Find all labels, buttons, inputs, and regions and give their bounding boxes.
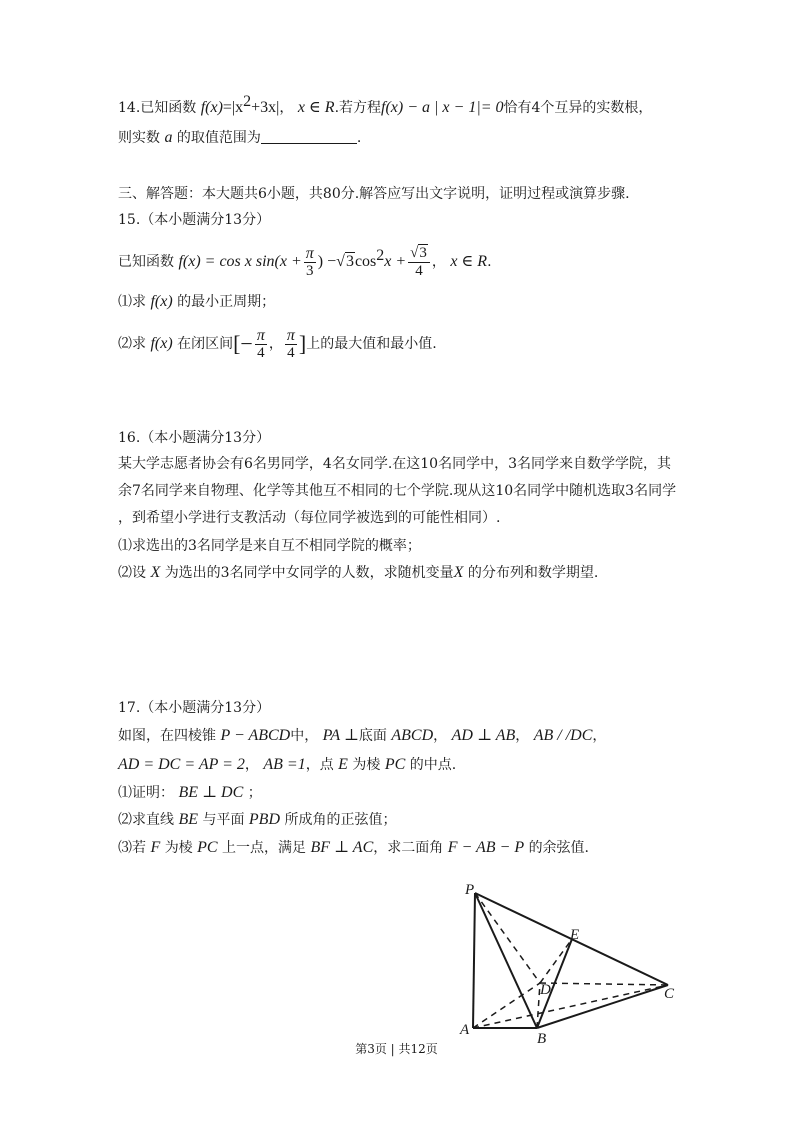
- q17-l1m4: AD ⊥ AB: [451, 727, 516, 744]
- q15-fdef: f(x) = cos x sin(x +: [178, 253, 302, 270]
- q17-p3c: 上一点，满足: [222, 840, 307, 856]
- label-P: P: [465, 882, 475, 898]
- q17-p3e: 的余弦值.: [528, 840, 590, 856]
- q17-l2m3: E: [338, 756, 348, 773]
- q17-p2m2: PBD: [248, 811, 281, 828]
- label-B: B: [537, 1031, 547, 1047]
- q17-p1b: ；: [247, 785, 262, 801]
- q17-l1e: ，: [515, 728, 530, 744]
- q15-header: 15.（本小题满分13分）: [118, 212, 271, 228]
- q15-domain: x ∈ R: [450, 253, 488, 270]
- q15-sqrt3-val: 3: [345, 253, 354, 270]
- q17-p2m1: BE: [178, 811, 198, 828]
- q16-part1: ⑴求选出的3名同学是来自互不相同学院的概率；: [118, 538, 421, 554]
- q15-minus: ) −: [317, 253, 337, 270]
- q14-a: a: [164, 129, 173, 146]
- q15-sqrt3: √3: [336, 253, 354, 270]
- q17-l2b: ，点: [305, 757, 334, 773]
- q16-p2c: 的分布列和数学期望.: [467, 565, 599, 581]
- q17-l2d: 的中点.: [409, 757, 457, 773]
- q17-p3m2: PC: [197, 839, 218, 856]
- q17-l1m5: AB / /DC: [533, 727, 593, 744]
- q14-text2: 则实数: [118, 130, 160, 146]
- q15-pi-a: π: [256, 326, 265, 344]
- q15-bracket-close: ]: [298, 331, 307, 356]
- label-A: A: [460, 1022, 470, 1038]
- q15-intro: 已知函数: [118, 254, 174, 270]
- q17-p1a: ⑴证明：: [118, 785, 174, 801]
- q17-p2a: ⑵求直线: [118, 812, 174, 828]
- q17-p2c: 所成角的正弦值；: [284, 812, 397, 828]
- q15-sqrt3-num: 3: [419, 244, 427, 261]
- q15-four-a: 4: [257, 344, 265, 361]
- segment-DE: [540, 939, 572, 983]
- q17-p3m4: F − AB − P: [447, 839, 525, 856]
- q17-p3m1: F: [150, 839, 161, 856]
- q14-comma: ，: [279, 100, 294, 116]
- q15-four: 4: [415, 262, 423, 279]
- q17-l1d: ，: [433, 728, 448, 744]
- q15-bracket-open: [−: [233, 331, 253, 356]
- q17-p1m: BE ⊥ DC: [178, 784, 244, 801]
- q17-p2b: 与平面: [202, 812, 245, 828]
- q14-text-mid: .若方程: [334, 100, 382, 116]
- q17-l2m2: AB =1: [263, 756, 306, 773]
- q16-p2a: ⑵设: [118, 565, 146, 581]
- q15-period: .: [487, 254, 492, 270]
- q14-3x: +3x|: [251, 99, 280, 116]
- q17-l1f: ，: [592, 728, 607, 744]
- q15-three: 3: [306, 262, 314, 279]
- q14-sup: 2: [243, 93, 252, 110]
- q14-abs: =|x: [222, 99, 244, 116]
- label-C: C: [664, 986, 675, 1002]
- q17-l1m3: ABCD: [391, 727, 434, 744]
- edge-BC: [537, 985, 668, 1028]
- q15-p1b: 的最小正周期；: [177, 294, 276, 310]
- label-E: E: [570, 927, 580, 943]
- q14-period: .: [356, 130, 362, 146]
- q17-l1m1: P − ABCD: [220, 727, 291, 744]
- q15-sep: ，: [268, 336, 283, 352]
- q15-frac-sqrt3-4: $\frac{√3}{4}$: [408, 245, 430, 280]
- q15-pi: π: [305, 244, 314, 262]
- q15-fx: f(x): [150, 293, 173, 310]
- q15-cos: cos: [354, 253, 377, 270]
- label-D: D: [540, 982, 551, 998]
- q15-p2b: 在闭区间: [177, 336, 234, 352]
- q17-header: 17.（本小题满分13分）: [118, 700, 271, 716]
- page-footer: 第3页 | 共12页: [355, 1042, 438, 1056]
- q16-line3: ，到希望小学进行支教活动（每位同学被选到的可能性相同）.: [118, 510, 501, 526]
- diag-AC: [473, 985, 668, 1028]
- q14-text: 14.已知函数: [118, 100, 197, 116]
- edge-PA: [473, 893, 475, 1028]
- q16-header: 16.（本小题满分13分）: [118, 430, 271, 446]
- q14-fx: f(x): [200, 99, 223, 116]
- q17-l2m1: AD = DC = AP = 2: [118, 756, 245, 773]
- q17-p3b: 为棱: [164, 840, 193, 856]
- section3-heading: 三、解答题：本大题共6小题，共80分.解答应写出文字说明，证明过程或演算步骤.: [118, 186, 630, 202]
- q15-fx2: f(x): [150, 335, 173, 352]
- q17-p3m3: BF ⊥ AC: [310, 839, 374, 856]
- q16-line2: 余7名同学来自物理、化学等其他互不相同的七个学院.现从这10名同学中随机选取3名同学: [118, 483, 677, 499]
- q14-text-end: 恰有4个互异的实数根，: [503, 100, 653, 116]
- q15-p2a: ⑵求: [118, 336, 146, 352]
- edge-DC: [540, 983, 668, 985]
- edge-PD: [475, 893, 540, 983]
- q15-comma: ，: [431, 254, 446, 270]
- q17-l1m2: PA ⊥: [322, 727, 359, 744]
- q15-p2c: 上的最大值和最小值.: [306, 336, 437, 352]
- q15-p1a: ⑴求: [118, 294, 146, 310]
- q16-line1: 某大学志愿者协会有6名男同学，4名女同学.在这10名同学中，3名同学来自数学学院，其: [118, 456, 671, 472]
- q14-domain: x ∈ R: [297, 99, 335, 116]
- q14-text3: 的取值范围为: [176, 130, 261, 146]
- edge-PB: [475, 893, 537, 1028]
- q15-sup: 2: [376, 247, 385, 264]
- q17-l2a: ，: [244, 757, 259, 773]
- q15-xplus: x +: [384, 253, 407, 270]
- q17-p3a: ⑶若: [118, 840, 146, 856]
- q17-l1b: 中，: [290, 728, 319, 744]
- q15-four-b: 4: [287, 344, 295, 361]
- q15-pi-b: π: [286, 326, 295, 344]
- q16-X2: X: [453, 564, 464, 581]
- q17-p3d: ，求二面角: [373, 840, 444, 856]
- q16-X: X: [150, 564, 161, 581]
- q17-l1a: 如图，在四棱锥: [118, 728, 216, 744]
- q17-l2c: 为棱: [352, 757, 381, 773]
- q16-p2b: 为选出的3名同学中女同学的人数，求随机变量: [164, 565, 454, 581]
- q17-l2m4: PC: [384, 756, 406, 773]
- q17-l1c: 底面: [358, 728, 387, 744]
- q14-equation: f(x) − a | x − 1|= 0: [381, 99, 504, 116]
